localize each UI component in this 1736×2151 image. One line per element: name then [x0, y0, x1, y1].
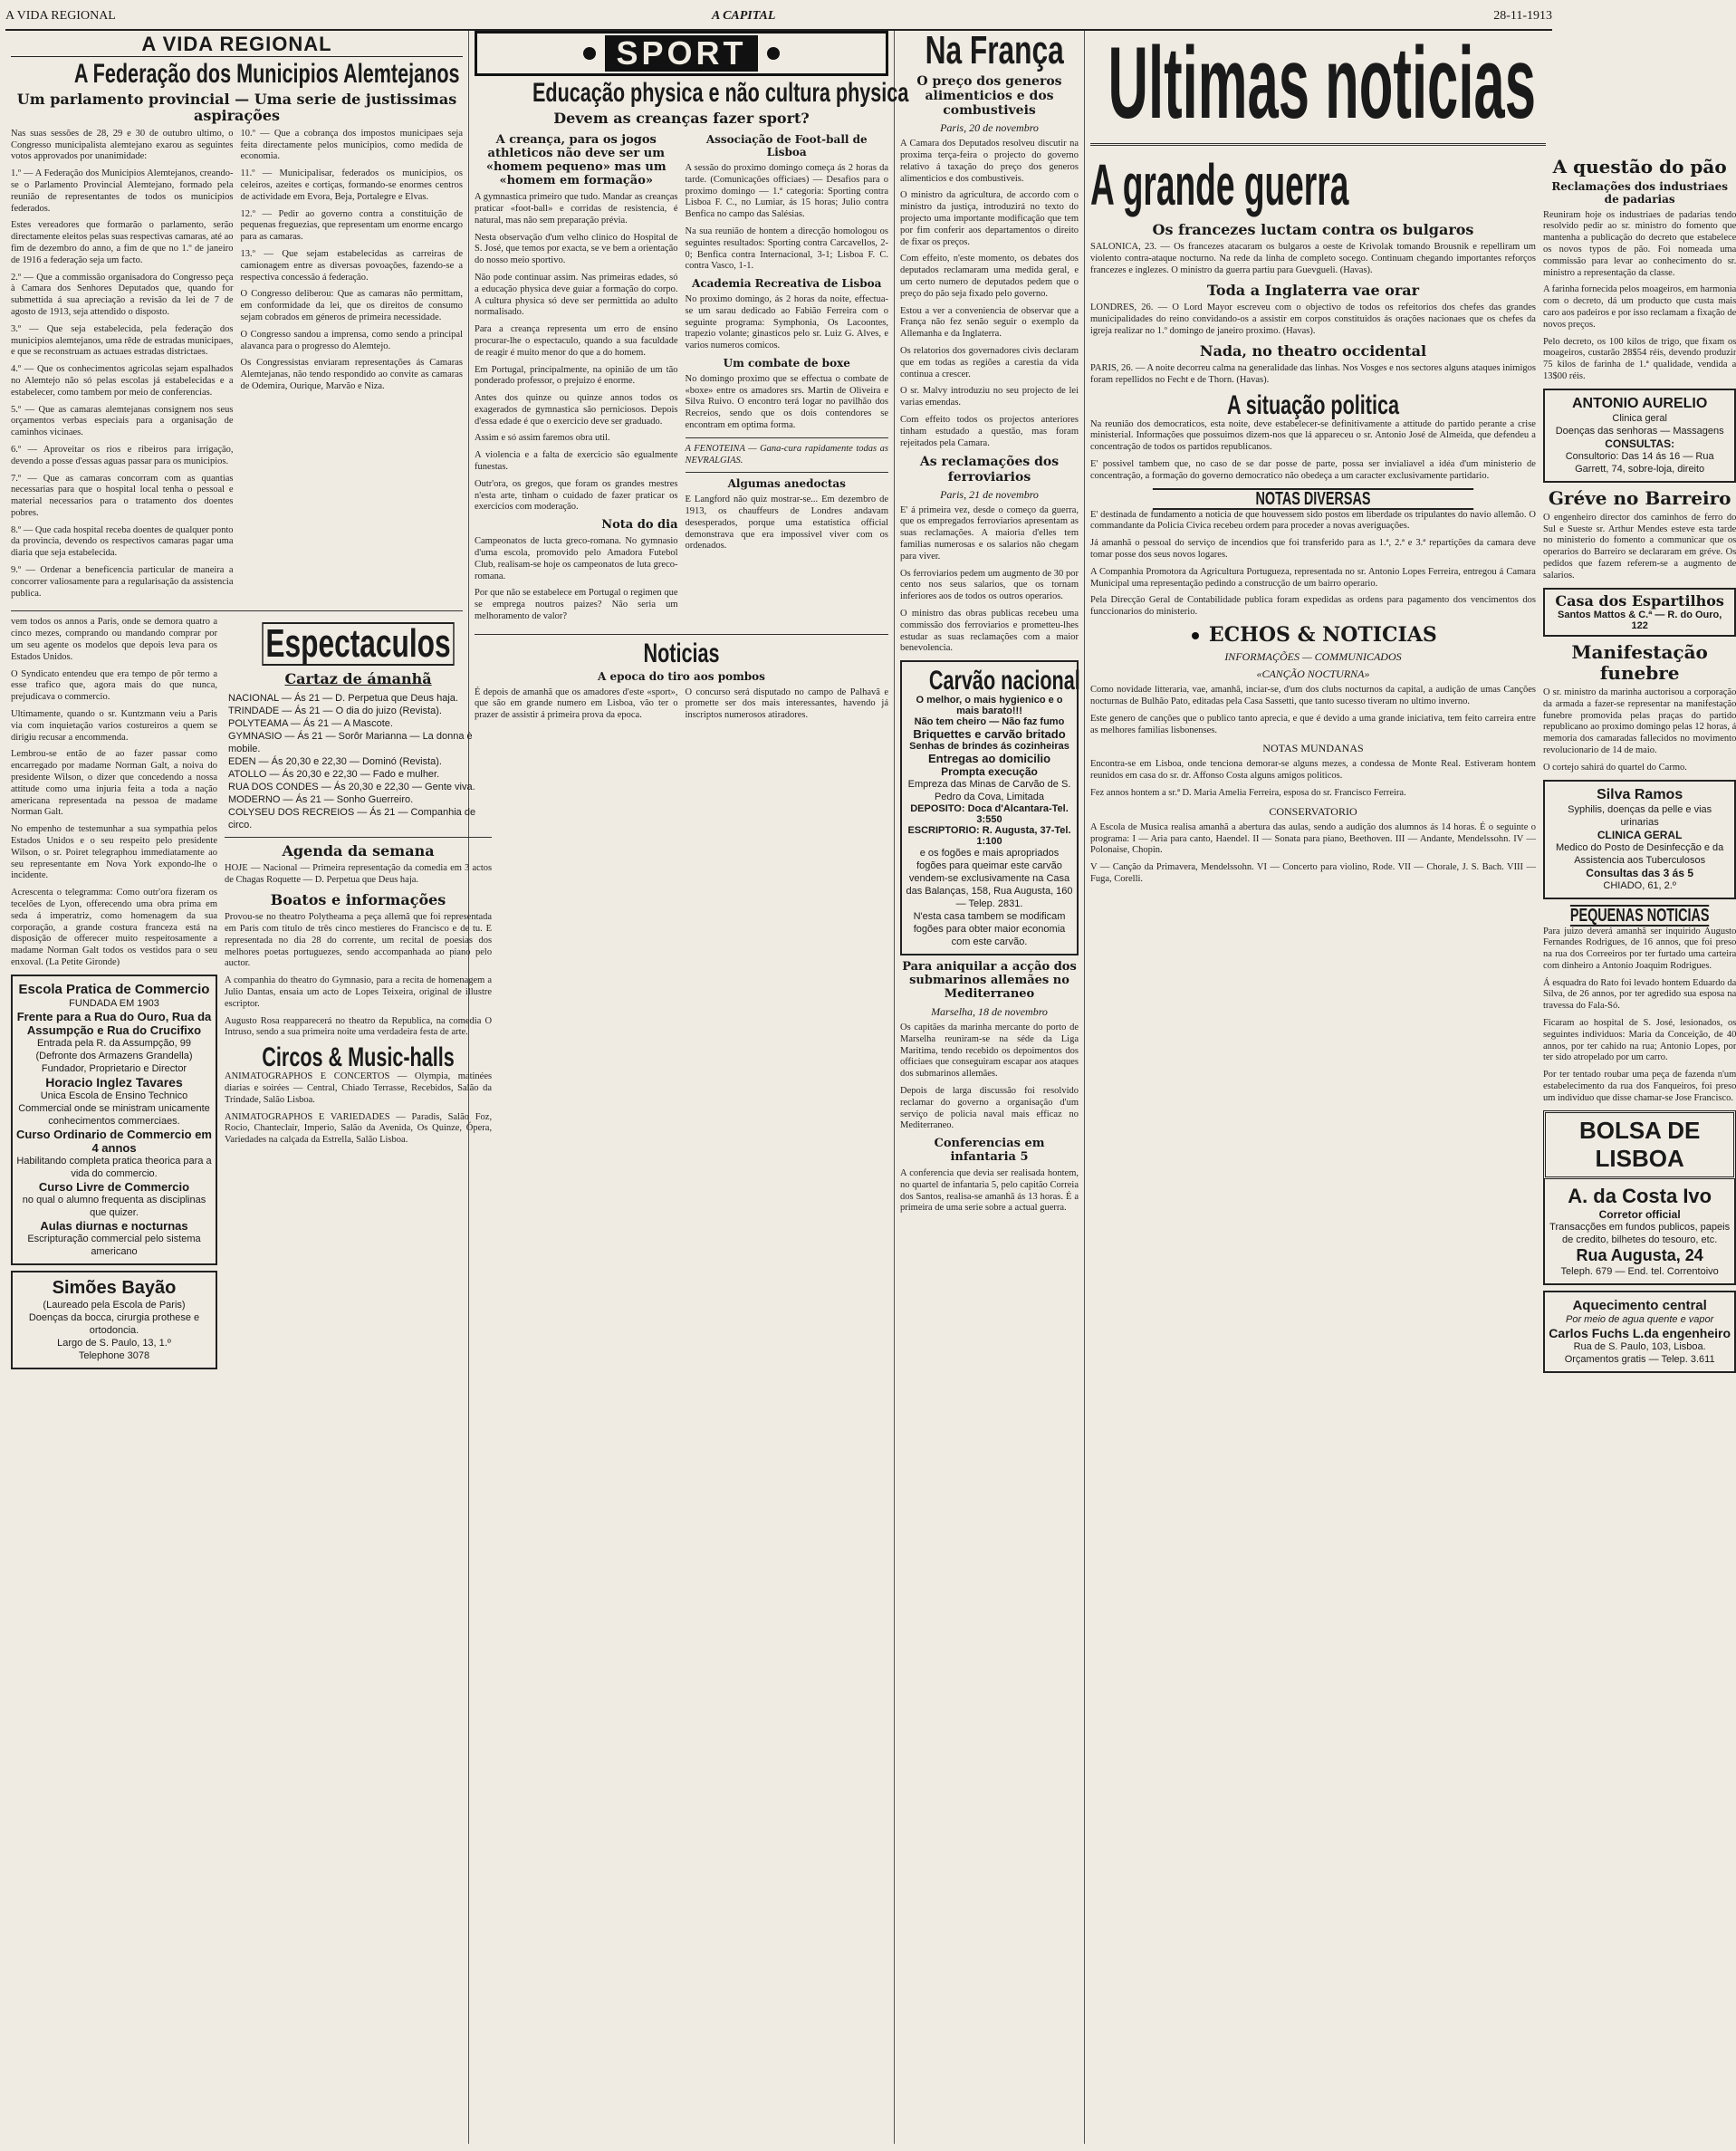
association-title: Associação de Foot-ball de Lisboa: [705, 133, 868, 159]
stock-exchange-title: BOLSA DE LISBOA: [1543, 1110, 1736, 1179]
conservatory-title: CONSERVATORIO: [1269, 804, 1357, 818]
listing-item: RUA DOS CONDES — Ás 20,30 e 22,30 — Gente viva.: [228, 781, 475, 792]
paragraph: Provou-se no theatro Polytheama a peça allemã que foi representada em Paris com titulo de três cinco mestieres do Francisco e de tu. E representada no dia 28 do corrente, um recital de poesias dos melhores poetas portuguezes, sendo accompanhada ao piano pelo auctor.: [225, 912, 493, 969]
paragraph: O cortejo sahirá do quartel do Carmo.: [1542, 762, 1687, 773]
funeral-title: Manifestação funebre: [1571, 640, 1708, 684]
bullet-icon: [583, 47, 596, 60]
broker-line: Corretor official: [1598, 1207, 1681, 1221]
paragraph: O concurso será disputado no campo de Palhavã e promette ser dos mais interessantes, havendo já inscriptos numerosos atiradores.: [685, 687, 888, 721]
heating-advert: [1543, 1291, 1736, 1373]
political-headline: A situação politica: [1226, 389, 1400, 420]
listing-item: GYMNASIO — Ás 21 — Sorôr Marianna — La donna è mobile.: [228, 730, 473, 754]
paragraph: 1.º — A Federação dos Municipios Alemtejanos, creando-se o Parlamento Provincial Alemtejano, formado pela reunião de representantes de todos os municipios federados.: [11, 168, 234, 214]
broker-advert: [1543, 1179, 1736, 1285]
paragraph: A gymnastica primeiro que tudo. Mandar as creanças praticar «foot-ball» e corridas de resistencia, é natural, mas não sem preparação prévia.: [475, 192, 678, 226]
paragraph: Não pode continuar assim. Nas primeiras edades, só a educação physica deve guiar a formação do corpo. A cultura physica só deve ser permittida ao adulto normalisado.: [475, 272, 678, 318]
listing-item: COLYSEU DOS RECREIOS — Ás 21 — Companhia de circo.: [228, 806, 476, 831]
paragraph: O sr. Malvy introduziu no seu projecto de lei varias emendas.: [900, 386, 1079, 408]
coal-title: Carvão nacional: [928, 666, 1080, 696]
echoes-sub2: «CANÇÃO NOCTURNA»: [1256, 667, 1370, 681]
heating-address: Rua de S. Paulo, 103, Lisboa.: [1573, 1340, 1706, 1352]
paragraph: A Escola de Musica realisa amanhã a abertura das aulas, sendo a audição dos alumnos ás 14 horas. É o seguinte o programa: I — Aria para canto, Haendel. II — Sonata para piano, Beethoven. III — Andante, Mendelssohn. IV — Polonaise, Chopin.: [1090, 821, 1536, 856]
paragraph: 9.º — Ordenar a beneficencia particular de maneira a concorrer valiosamente para a regularisação da assistencia publica.: [11, 565, 234, 599]
depot-line: DEPOSITO: Doca d'Alcantara-Tel. 3:550: [910, 803, 1069, 826]
paragraph: V — Canção da Primavera, Mendelssohn. VI — Concerto para violino, Rode. VII — Chorale, J. S. Bach. VIII — Fuga, Corelli.: [1090, 862, 1536, 884]
dentist-line: Largo de S. Paulo, 13, 1.º: [57, 1337, 171, 1349]
agenda-title: Agenda da semana: [282, 841, 435, 859]
paragraph: Reuniram hoje os industriaes de padarias tendo resolvido pedir ao sr. ministro do fomento que mantenha a publicação do decreto que estabelece os novos typos de pão. Foi nomeada uma commissão para levar ao conhecimento do sr. ministro a representação da classe.: [1542, 209, 1736, 278]
doctor-name: ANTONIO AURELIO: [1571, 395, 1708, 411]
paragraph: LONDRES, 26. — O Lord Mayor escreveu com o objectivo de todos os refeitorios dos chefes das grandes municipalidades do reino convidando-os a assistir em corpos constituidos ás orações nacionaes que os chefes da igreja realizar no 1.º domingo de janeiro proximo. (Havas).: [1090, 302, 1536, 336]
school-course: Curso Livre de Commercio: [38, 1179, 190, 1194]
spectacles-title: Espectaculos: [262, 622, 454, 666]
boxing-title: Um combate de boxe: [723, 356, 850, 370]
paragraph: 3.º — Que seja estabelecida, pela federação dos municipios alemtejanos, uma rêde de estradas municipaes, e que se reconstruam as actuaes estradas districtaes.: [11, 323, 234, 358]
paragraph: O ministro da agricultura, de accordo com o ministro da justiça, introduzirá no texto do projecto uma importante modificação que tem por fim conferir aos departamentos o direito de fixar os preços.: [900, 190, 1079, 247]
paragraph: Fez annos hontem a sr.ª D. Maria Amelia Ferreira, esposa do sr. Francisco Ferreira.: [1090, 787, 1406, 798]
paragraph: Campeonatos de lucta greco-romana. No gymnasio d'uma escola, promovido pelo Amadora Futebol Club, realisam-se hoje os campeonatos de luta greco-romana.: [475, 536, 678, 581]
listing-item: MODERNO — Ás 21 — Sonho Guerreiro.: [228, 793, 414, 805]
paragraph: Para a creança representa um erro de ensino procurar-lhe o espectaculo, quando a sua faculdade de reagir é muito menor do que a do homem.: [475, 324, 678, 358]
paragraph: PARIS, 26. — A noite decorreu calma na generalidade das linhas. Nos Vosges e nos sectores alguns ataques inimigos foram repellidos no Fecht e de Thorn. (Havas).: [1090, 362, 1536, 385]
paragraph: Os Congressistas enviaram representações ás Camaras Alemtejanas, não tendo respondido ao convite as camaras de Odemira, Ourique, Marvão e Niza.: [240, 358, 463, 391]
delivery-title: Entregas ao domicilio: [927, 752, 1051, 766]
railway-title: As reclamações dos ferroviarios: [919, 455, 1060, 485]
federation-headline: A Federação dos Municipios Alemtejanos: [73, 59, 460, 89]
heating-name: Carlos Fuchs L.da engenheiro: [1549, 1325, 1731, 1340]
paragraph: O Congresso deliberou: Que as camaras não permittam, em conformidade da lei, que os direitos de consumo sejam cobrados em géneros de primeira necessidade.: [240, 289, 463, 322]
paragraph: Outr'ora, os gregos, que foram os grandes mestres n'esta arte, tinham o cuidado de fazer praticar os exercicios com moderação.: [475, 478, 678, 513]
paragraph: Estes vereadores que formarão o parlamento, serão directamente eleitos pelas suas respectivas camaras, até ao fim de dezembro do anno, a fim de que no 1.º de janeiro de 1916 a federação seja um facto.: [11, 220, 234, 265]
paragraph: Os capitães da marinha mercante do porto de Marselha reuniram-se na séde da Liga Maritima, tendo recebido os depoimentos dos officiaes que conseguiram escapar aos ataques dos submarinos allemães.: [900, 1022, 1079, 1080]
paragraph: O sr. ministro da marinha auctorisou a corporação da armada a fazer-se representar na manifestação funebre promovida pelas praças do partido republicano ao proximo domingo pelas 12 horas, á memoria dos camaradas fallecidos no movimento revolucionario de 14 de maio.: [1542, 687, 1736, 755]
paragraph: A Companhia Promotora da Agricultura Portugueza, representada no sr. Antonio Lopes Ferreira, entregou á Camara Municipal uma representação pedindo a construcção de um bairro operario.: [1090, 566, 1536, 589]
school-course-desc: Habilitando completa pratica theorica para a vida do commercio.: [16, 1155, 212, 1179]
railway-dateline: Paris, 21 de novembro: [940, 487, 1039, 501]
coal-advert: [900, 660, 1079, 955]
latest-news-body: [1090, 152, 1736, 1378]
news-body: [475, 687, 888, 727]
paragraph: Lembrou-se então de ao fazer passar como encarregado por madame Norman Galt, a noiva do presidente Wilson, o dizer que concedendo a nossa attitude como uma injuria feita a toda a nação americana representada na pessoa de madame Norman Galt.: [11, 749, 217, 818]
bread-question-title: A questão do pão: [1552, 156, 1727, 178]
school-entrance: Entrada pela R. da Assumpção, 99: [37, 1037, 191, 1049]
paragraph: Como novidade litteraria, vae, amanhã, inciar-se, d'um dos clubs nocturnos da capital, a audição de umas Canções nocturnas de Bulhão Pato, editadas pela Casa Sassetti, que tanto sucesso tiveram no ultimo inverno.: [1090, 685, 1536, 706]
paragraph: Este genero de canções que o publico tanto aprecia, e que é devido a uma grande iniciativa, tem feito carreira entre as melhores familias lisbonenses.: [1090, 713, 1536, 735]
office-line: ESCRIPTORIO: R. Augusta, 37-Tel. 1:100: [907, 825, 1071, 848]
france-subheadline: O preço dos generos alimenticios e dos combustiveis: [916, 74, 1062, 119]
dentist-line: (Laureado pela Escola de Paris): [43, 1299, 186, 1311]
coal-line: Briquettes e carvão britado: [913, 727, 1066, 742]
paragraph: Augusto Rosa reapparecerá no theatro da Republica, na comedia O Intruso, sendo a sua primeira noite uma verdadeira festa de arte.: [225, 1015, 493, 1038]
dentist-advert: [11, 1271, 217, 1369]
conferences-title: Conferencias em infantaria 5: [934, 1137, 1045, 1165]
paragraph: Os relatorios dos governadores civis declaram que em todas as regiões a carestia da vida continua a crescer.: [900, 346, 1079, 379]
great-war-headline: A grande guerra: [1090, 152, 1349, 217]
echoes-sub: INFORMAÇÕES — COMMUNICADOS: [1224, 650, 1402, 664]
stoves-line: N'esta casa tambem se modificam fogões para obter maior economia com este carvão.: [913, 911, 1066, 948]
news-title: Noticias: [643, 638, 720, 668]
paragraph: 8.º — Que cada hospital receba doentes de qualquer ponto da provincia, devendo os respectivos camaras pagar uma diaria que seja estabelecida.: [11, 524, 234, 559]
anecdotes-title: Algumas anedoctas: [727, 477, 846, 491]
paragraph: Nesta observação d'um velho clinico do Hospital de S. José, que temos por exacta, se ve bem a orientação do nosso meio sportivo.: [475, 232, 678, 266]
paragraph: Ficaram ao hospital de S. José, lesionados, os seguintes individuos: Maria da Conceição, de 40 annos, por ter cahido na rua; Antonio Lopes, por ter sido atropelado por um carro.: [1542, 1018, 1736, 1063]
sport-label: SPORT: [605, 35, 757, 72]
paragraph: Acrescenta o telegramma: Como outr'ora fizeram os tecelões de Lyon, offerecendo uma obra prima em seda á imperatriz, como homenagem da sua corporação, a grande costura franceza está na disposição de offerecer muito respeitosamente a madame Norman Galt todos os vestidos para o seu enxoval. (La Petite Gironde): [11, 888, 217, 967]
broker-name: A. da Costa Ivo: [1568, 1184, 1712, 1207]
paragraph: Assim e só assim faremos obra util.: [475, 433, 610, 444]
paragraph: Nas suas sessões de 28, 29 e 30 de outubro ultimo, o Congresso municipalista alemtejano exarou as seguintes votos approvados por unanimidade:: [11, 128, 234, 162]
paragraph: Encontra-se em Lisboa, onde tenciona demorar-se alguns mezes, a condessa de Monte Real. Estiveram hontem reunidos em casa do sr. dr. Affonso Costa alguns amigos politicos.: [1090, 759, 1536, 782]
physician-line: Syphilis, doenças da pelle e vias urinarias: [1568, 803, 1712, 828]
paragraph: 13.º — Que sejam estabelecidas as carreiras de camionagem entre as diversas povoações, fazendo-se a respectiva concessão á federação.: [240, 248, 463, 283]
paragraph: E' á primeira vez, desde o começo da guerra, que os empregados ferroviarios apresentam as suas reclamações. A maioria d'elles tem familias numerosas e os salarios não chegam para viver.: [900, 504, 1079, 562]
diverse-notes-title: NOTAS DIVERSAS: [1153, 488, 1473, 510]
physician-line: Medico do Posto de Desinfecção e da Assistencia aos Tuberculosos: [1556, 841, 1724, 866]
paragraph: Por que não se estabelece em Portugal o regimen que se emprega noutros paizes? Não seria um melhoramento de valor?: [475, 588, 678, 621]
school-founder-label: Fundador, Proprietario e Director: [41, 1062, 187, 1074]
paragraph: A sessão do proximo domingo começa ás 2 horas da tarde. (Comunicações officiaes) — Desafios para o proximo domingo — 1.ª categoria: Sporting contra Lisboa F. C., no Lumiar, ás 15 horas; Julio contra Benfica no campo das Salésias.: [685, 162, 888, 220]
doctor-advert: [1543, 389, 1736, 483]
school-desc: Unica Escola de Ensino Technico Commercial onde se ministram unicamente conhecimentos commerciaes.: [18, 1090, 210, 1127]
paragraph: Estou a ver a conveniencia de observar que a França não fez senão seguir o exemplo da Allemanha e da Inglaterra.: [900, 305, 1079, 340]
physician-line: CLINICA GERAL: [1597, 828, 1683, 841]
paragraph: O ministro das obras publicas recebeu uma commissão dos ferroviarios e prometteu-lhes estudar as suas reclamações com a maior benevolencia.: [900, 608, 1079, 654]
federation-subheadline: Um parlamento provincial — Uma serie de justissimas aspirações: [16, 91, 457, 125]
paragraph: Com effeito, n'este momento, os debates dos deputados reclamaram uma medida geral, e um certo numero de deputados pedem que o preço do pão seja fixado pelo governo.: [900, 254, 1079, 299]
doctor-line: CONSULTAS:: [1605, 437, 1675, 450]
paragraph: A Camara dos Deputados resolveu discutir na proxima terça-feira o projecto do governo relativo á taxação do preço dos generos alimenticios e dos combustiveis.: [900, 139, 1079, 184]
paragraph: 5.º — Que as camaras alemtejanas consignem nos seus orçamentos verbas especiais para a organisação de caminhos vicinaes.: [11, 404, 234, 438]
heating-title: Aquecimento central: [1572, 1297, 1707, 1313]
corset-shop-address: Santos Mattos & C.ª — R. do Ouro, 122: [1558, 609, 1722, 631]
doctor-line: Doenças das senhoras — Massagens: [1555, 425, 1724, 437]
school-course-desc: Escripturação commercial pelo sistema americano: [27, 1233, 201, 1257]
sport-banner: [475, 31, 888, 76]
issue-date: 28-11-1913: [1493, 9, 1552, 23]
paragraph: Na reunião dos democraticos, esta noite, deve estabelecer-se definitivamente a attitude do partido perante a crise ministerial. Informações que possuimos dizem-nos que lá appareceu o sr. Antonio José de Almeida, que defendeu a concentração de todos os partidos republicanos.: [1090, 418, 1536, 453]
theatre-listings: [225, 692, 492, 831]
school-founder: Horacio Inglez Tavares: [45, 1074, 183, 1090]
bullet-icon: [1192, 632, 1199, 639]
paragraph: Em Portugal, principalmente, na opinião de um tão ponderado professor, o prejuizo é enorme.: [475, 364, 678, 387]
paragraph: Para juizo deverá amanhã ser inquirido Augusto Fernandes Rodrigues, de 16 annos, que foi preso na rua dos Correeiros por ter furtado uma carteira com dinheiro a Antonio Joaquim Rodrigues.: [1542, 926, 1736, 971]
paragraph: 4.º — Que os conhecimentos agricolas sejam espalhados no Alemtejo não só pelas escolas já estabelecidas e a estabelecer, como tambem por meio de conferencias.: [11, 364, 234, 398]
broker-phone: Teleph. 679 — End. tel. Correntoivo: [1560, 1265, 1719, 1277]
column-regional: [5, 31, 493, 2144]
school-note: (Defronte dos Armazens Grandella): [35, 1050, 193, 1061]
physician-line: Consultas das 3 ás 5: [1586, 866, 1693, 879]
physician-advert: [1543, 780, 1736, 899]
school-front: Frente para a Rua do Ouro, Rua da Assumpção e Rua do Crucifixo: [16, 1009, 212, 1037]
listing-item: POLYTEAMA — Ás 21 — A Mascote.: [228, 717, 393, 729]
sport-lead: A creança, para os jogos athleticos não deve ser um «homem pequeno» mas um «homem em formação»: [485, 133, 667, 188]
paragraph: E' possivel tambem que, no caso de se dar posse de parte, possa ser invialiavel a idéa d'um ministerio de concentração, a formação do governo democratico não obedeça a um caracter exclusivamente partidario.: [1090, 458, 1536, 481]
corset-shop-name: Casa dos Espartilhos: [1555, 591, 1724, 610]
paragraph: E Langford não quiz mostrar-se... Em dezembro de 1913, os chauffeurs de Londres andavam desesperados, porque uma estatistica official demonstrava que era impossivel viver com os ordenados.: [685, 495, 888, 552]
section-heading: A VIDA REGIONAL: [11, 33, 463, 57]
broker-address: Rua Augusta, 24: [1576, 1245, 1703, 1264]
paragraph: Com effeito todos os projectos anteriores tinham estudado a questão, mas foram rejeitados pela Camara.: [900, 415, 1079, 448]
paragraph: Por ter tentado roubar uma peça de fazenda n'um estabelecimento da rua dos Fanqueiros, foi preso um individuo que disse chamar-se Jose Francisco.: [1542, 1070, 1736, 1103]
section-label: A VIDA REGIONAL: [5, 9, 116, 23]
dentist-name: Simões Bayão: [52, 1277, 177, 1298]
western-front-title: Nada, no theatro occidental: [1199, 341, 1427, 360]
france-headline: Na França: [925, 28, 1064, 72]
newspaper-name: A CAPITAL: [712, 9, 776, 23]
paragraph: ANIMATOGRAPHOS E VARIEDADES — Paradis, Salão Foz, Rocio, Chanteclair, Imperio, Salão da Avenida, Os Quinze, Ópera, Variedades na calçada da Estrella, Salão Lisboa.: [225, 1111, 493, 1146]
corset-advert: [1543, 588, 1736, 637]
paragraph: A companhia do theatro do Gymnasio, para a recita de homenagem a Julio Dantas, ensaia um acto de Lopes Teixeira, original de illustre escriptor.: [225, 975, 493, 1009]
academy-title: Academia Recreativa de Lisboa: [692, 277, 882, 291]
physician-line: CHIADO, 61, 2.º: [1603, 879, 1676, 891]
paragraph: O engenheiro director dos caminhos de ferro do Sul e Sueste sr. Arthur Mendes esteve esta tarde no ministerio do fomento a communicar que os operarios do Barreiro se declararam em gréve. Os pedidos que fazem referem-se a augmento de salarios.: [1542, 512, 1736, 581]
lower-section: [11, 617, 493, 1374]
paragraph: Pelo decreto, os 100 kilos de trigo, que fixam os moageiros, custarão 28$54 réis, devendo produzir 75 kilos de farinha de 1.ª qualidade, vendida a 13$00 réis.: [1542, 336, 1736, 381]
paragraph: A conferencia que devia ser realisada hontem, no quartel de infantaria 5, pelo capitão Correia dos Santos, realisa-se amanhã ás 13 horas. É a primeira de uma serie sobre a actual guerra.: [900, 1168, 1079, 1214]
listing-item: NACIONAL — Ás 21 — D. Perpetua que Deus haja.: [228, 692, 458, 704]
school-name: Escola Pratica de Commercio: [18, 981, 210, 997]
school-course: Aulas diurnas e nocturnas: [40, 1218, 188, 1233]
heating-phone: Orçamentos gratis — Telep. 3.611: [1564, 1353, 1715, 1365]
doctor-line: Clinica geral: [1612, 412, 1667, 424]
school-course: Curso Ordinario de Commercio em 4 annos: [16, 1127, 212, 1155]
doctor-line: Consultorio: Das 14 ás 16 — Rua Garrett, 74, sobre-loja, direito: [1565, 450, 1714, 475]
paragraph: Ultimamente, quando o sr. Kuntzmann veiu a Paris via com inquietação varios costureiros a quem se dirigiu recusar a encommenda.: [11, 709, 217, 743]
paragraph: No domingo proximo que se effectua o combate de «boxe» entre os amadores srs. Martin de Oliveira e Silva Ruivo. O encontro terá logar no pavilhão dos Recreios, sendo que os dois contendores se encontram em optima forma.: [685, 373, 888, 430]
delivery-sub: Prompta execução: [941, 765, 1038, 779]
listing-item: EDEN — Ás 20,30 e 22,30 — Dominó (Revista).: [228, 755, 442, 767]
france-dateline: Paris, 20 de novembro: [940, 121, 1039, 135]
paragraph: Na sua reunião de hontem a direcção homologou os seguintes resultados: Sporting contra Carcavellos, 2-0; Benfica contra Internacional, 3-1; Lisboa F. C. contra Vasco, 1-1.: [685, 226, 888, 272]
federation-body: [11, 129, 463, 606]
small-news-title: PEQUENAS NOTICIAS: [1569, 905, 1710, 926]
dentist-line: Telephone 3078: [78, 1349, 150, 1361]
paragraph: A violencia e a falta de exercicio são egualmente funestas.: [475, 450, 678, 473]
submarines-title: Para aniquilar a acção dos submarinos allemães no Mediterraneo: [902, 960, 1077, 1002]
paragraph: Já amanhã o pessoal do serviço de incendios que foi transferido para as 1.ª, 2.ª e 3.ª repartições da camara deve tomar posse dos seus novos logares.: [1090, 538, 1536, 560]
submarines-dateline: Marselha, 18 de novembro: [931, 1004, 1048, 1018]
paragraph: O Syndicato entendeu que era tempo de pôr termo a esse trafico que, agora mais do que nunca, prejudicava o commercio.: [11, 668, 217, 703]
echoes-title-text: ECHOS & NOTICIAS: [1208, 622, 1437, 647]
paragraph: No empenho de testemunhar a sua sympathia pelos Estados Unidos e o seu respeito pelo presidente Wilson, o sr. Poiret telegraphou immediatamente ao seu representante em Nova York expondo-lhe o incidente.: [11, 824, 217, 881]
latest-news-headline: Ultimas noticias: [1108, 26, 1536, 139]
paragraph: Á esquadra do Rato foi levado hontem Eduardo da Silva, de 26 annos, por ter agredido sua esposa na travessa do Fala-Só.: [1542, 977, 1736, 1012]
paragraph: Pela Direcção Geral de Contabilidade publica foram expedidas as ordens para pagamento dos vencimentos dos funccionarios do ministerio.: [1090, 595, 1536, 618]
cartaz-title: Cartaz de ámanhã: [284, 670, 432, 688]
echoes-title: [1090, 624, 1536, 647]
column-latest-news: [1085, 26, 1736, 2144]
listing-item: TRINDADE — Ás 21 — O dia do juizo (Revista).: [228, 705, 442, 716]
paragraph: É depois de amanhã que os amadores d'este «sport», que são em grande numero em Lisboa, vão ter o prazer de assistir á primeira prova da epoca.: [475, 687, 678, 721]
sport-headline: Educação physica e não cultura physica: [532, 78, 909, 108]
paragraph: Os ferroviarios pedem um augmento de 30 por cento nos seus salarios, que os tornam inferiores aos de todos os outros operarios.: [900, 568, 1079, 602]
stoves-line: e os fogões e mais apropriados fogões para queimar este carvão vendem-se exclusivamente na Casa das Balanças, 158, Rua Augusta, 160 — Telep. 2831.: [906, 848, 1073, 910]
sport-subheadline: Devem as creanças fazer sport?: [553, 110, 810, 127]
note-title: Nota do dia: [601, 518, 678, 533]
company-name: Empreza das Minas de Carvão de S. Pedro da Cova, Limitada: [907, 779, 1071, 803]
sport-body: [475, 130, 888, 628]
french-bulgars-title: Os francezes luctam contra os bulgaros: [1152, 221, 1474, 238]
circus-title: Circos & Music-halls: [262, 1042, 455, 1073]
rumours-title: Boatos e informações: [270, 890, 446, 908]
column-sport: [469, 31, 909, 2144]
school-advert: [11, 975, 217, 1265]
paragraph: SALONICA, 23. — Os francezes atacaram os bulgaros a oeste de Krivolak tomando Brousnik e repelliram um violento contra-ataque nocturno. Na rede da linha de completo socego. Continuam chegando importantes reforços francezes e inglezes. O ministro da guerra partiu para Guevgueli. (Havas).: [1090, 242, 1536, 275]
paragraph: E' destinada de fundamento a noticia de que houvessem sido postos em liberdade os tripulantes do navio allemão. O commandante da Policia Civica recebeu ordem para proceder a novas averiguações.: [1090, 509, 1536, 532]
column-france: [895, 28, 1085, 2144]
england-title: Toda a Inglaterra vae orar: [1206, 281, 1420, 299]
paragraph: 7.º — Que as camaras concorram com as quantias necessarias para que o hospital local tenha o pessoal e material necessarios para o tratamento dos doentes pobres.: [11, 473, 234, 518]
fenoteina-notice: A FENOTEINA — Gana-cura rapidamente todas as NEVRALGIAS.: [685, 443, 888, 466]
coal-line: Não tem cheiro — Não faz fumo: [914, 716, 1065, 728]
broker-line: Transacções em fundos publicos, papeis de credito, bilhetes do tesouro, etc.: [1549, 1221, 1731, 1245]
paragraph: 11.º — Municipalisar, federados os municipios, os celeiros, azeites e cortiças, formando-se enormes centros de actividade em Evora, Beja, Portalegre e Elvas.: [240, 168, 463, 202]
paragraph: HOJE — Nacional — Primeira representação da comedia em 3 actos de Chagas Roquette — D. Perpetua que Deus haja.: [225, 863, 493, 886]
bullet-icon: [767, 47, 780, 60]
news-subtitle: A epoca do tiro aos pombos: [598, 669, 765, 683]
coal-sub: O melhor, o mais hygienico e o mais barato!!!: [916, 695, 1063, 717]
school-course-desc: no qual o alumno frequenta as disciplinas que quizer.: [22, 1194, 206, 1218]
bread-question-sub: Reclamações dos industriaes de padarias: [1551, 180, 1728, 206]
paragraph: 10.º — Que a cobrança dos impostos municipaes seja feita directamente pelos municipios, como medida de economia.: [240, 128, 463, 162]
paragraph: 12.º — Pedir ao governo contra a constituição de pequenas freguezias, que representam um enorme encargo para as camaras.: [240, 208, 463, 243]
paragraph: Depois de larga discussão foi resolvido reclamar do governo a organisação d'um serviço de policia naval mais efficaz no Mediterraneo.: [900, 1085, 1079, 1131]
paragraph: 2.º — Que a commissão organisadora do Congresso peça à Camara dos Senhores Deputados que, quando for submettida á sua apreciação a revisão da lei de 7 de agosto de 1913, seja attendido o disposto.: [11, 272, 234, 317]
school-founded: FUNDADA EM 1903: [69, 997, 159, 1009]
society-title: NOTAS MUNDANAS: [1262, 742, 1364, 755]
paragraph: 6.º — Aproveitar os rios e ribeiros para irrigação, devendo a posse d'essas aguas passar para os municipios.: [11, 444, 234, 466]
listing-item: ATOLLO — Ás 20,30 e 22,30 — Fado e mulher.: [228, 768, 440, 780]
coal-line: Senhas de brindes ás cozinheiras: [909, 741, 1069, 753]
paragraph: Antes dos quinze ou quinze annos todos os exagerados de gymnastica são perniciosos. Depois d'essa edade é que o exercicio deve ser graduado.: [475, 393, 678, 427]
physician-name: Silva Ramos: [1597, 786, 1683, 802]
paragraph: ANIMATOGRAPHOS E CONCERTOS — Olympia, matinées diarias e soirées — Central, Chiado Terrasse, Recebidos, Salão da Trindade, Salão Lisboa.: [225, 1071, 493, 1105]
paragraph: No proximo domingo, ás 2 horas da noite, effectua-se um sarau dedicado ao Fabião Ferreira com o seguinte programa: Symphonia, Os Lacoontes, trapezio volante; ginasticos pelo sr. Luiz G. Alves, e varios numeros comicos.: [685, 293, 888, 351]
heating-sub: Por meio de agua quente e vapor: [1566, 1313, 1714, 1325]
dentist-line: Doenças da bocca, cirurgia prothese e ortodoncia.: [28, 1311, 200, 1336]
paragraph: vem todos os annos a Paris, onde se demora quatro a cinco mezes, comprando ou mandando comprar por um seu agente os modelos que depois leva para os Estados Unidos.: [11, 617, 217, 662]
paragraph: A farinha fornecida pelos moageiros, em harmonia com o decreto, dá um producto que custa mais caro aos padeiros e por isso reclamam a fixação de novos preços.: [1542, 284, 1736, 330]
strike-title: Gréve no Barreiro: [1548, 486, 1731, 509]
paragraph: O Congresso sandou a imprensa, como sendo a principal alavanca para o progresso do Alemtejo.: [240, 329, 463, 351]
